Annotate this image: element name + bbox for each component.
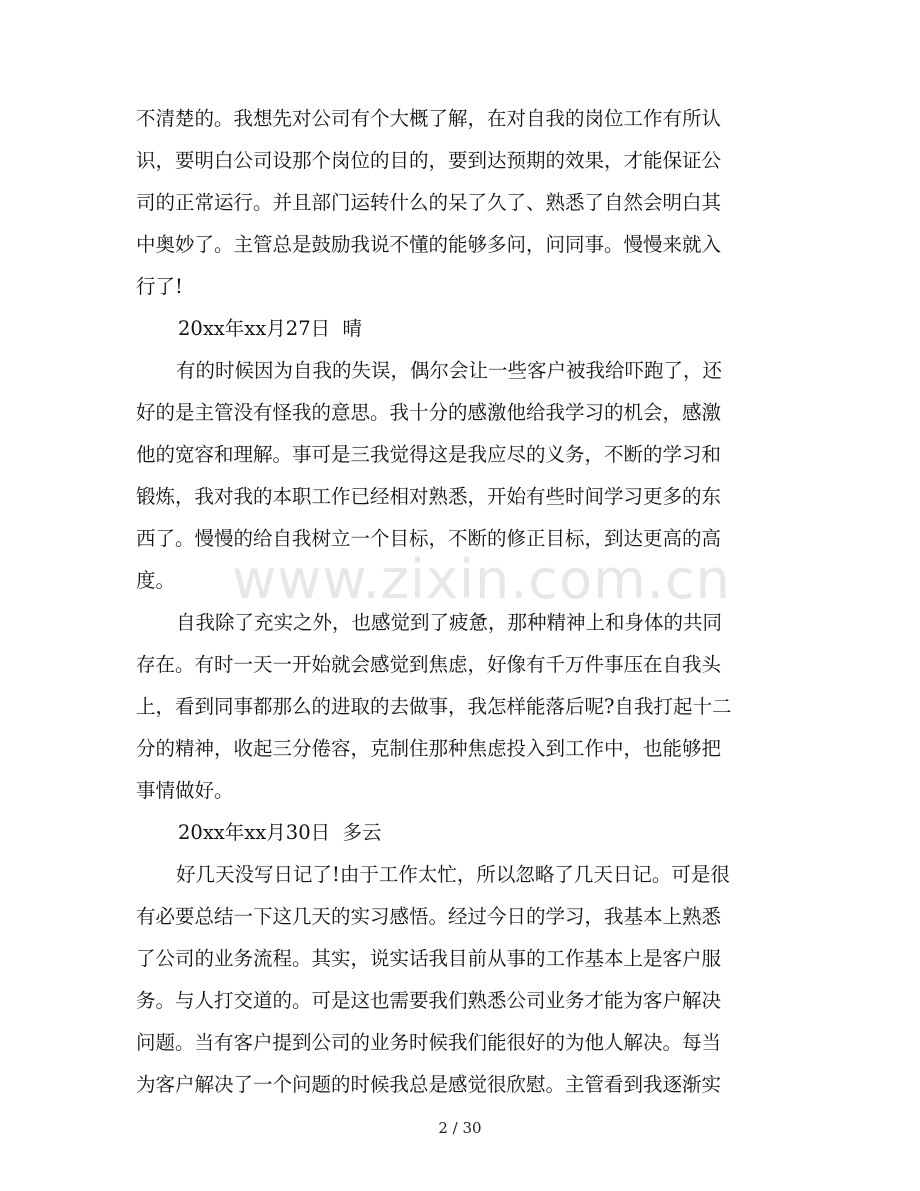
text-line: 西了。慢慢的给自我树立一个目标，不断的修正目标，到达更高的高 <box>136 527 722 550</box>
text-line: 分的精神，收起三分倦容，克制住那种焦虑投入到工作中，也能够把 <box>136 737 722 760</box>
page-number: 2 / 30 <box>438 1119 482 1137</box>
text-line: 上，看到同事都那么的进取的去做事，我怎样能落后呢?自我打起十二 <box>136 695 732 718</box>
text-line: 度。 <box>136 569 176 592</box>
text-line: 好的是主管没有怪我的意思。我十分的感激他给我学习的机会，感激 <box>136 401 722 424</box>
text-line: 问题。当有客户提到公司的业务时候我们能很好的为他人解决。每当 <box>136 1031 722 1054</box>
text-line: 锻炼，我对我的本职工作已经相对熟悉，开始有些时间学习更多的东 <box>136 485 722 508</box>
text-line: 有必要总结一下这几天的实习感悟。经过今日的学习，我基本上熟悉 <box>136 905 722 928</box>
text-line: 事情做好。 <box>136 779 234 802</box>
text-line: 为客户解决了一个问题的时候我总是感觉很欣慰。主管看到我逐渐实 <box>136 1073 722 1096</box>
text-line: 自我除了充实之外，也感觉到了疲惫，那种精神上和身体的共同 <box>176 611 723 634</box>
text-line: 有的时候因为自我的失误，偶尔会让一些客户被我给吓跑了，还 <box>176 359 723 382</box>
text-line: 他的宽容和理解。事可是三我觉得这是我应尽的义务，不断的学习和 <box>136 443 722 466</box>
text-line: 识，要明白公司设那个岗位的目的，要到达预期的效果，才能保证公 <box>136 149 722 172</box>
text-line: 行了! <box>136 275 183 298</box>
text-line: 司的正常运行。并且部门运转什么的呆了久了、熟悉了自然会明白其 <box>136 191 722 214</box>
text-line: 不清楚的。我想先对公司有个大概了解，在对自我的岗位工作有所认 <box>136 107 722 130</box>
text-line: 中奥妙了。主管总是鼓励我说不懂的能够多问，问同事。慢慢来就入 <box>136 233 722 256</box>
diary-date-heading: 20xx年xx月30日 多云 <box>178 821 382 844</box>
document-body <box>136 98 770 1106</box>
text-line: 务。与人打交道的。可是这也需要我们熟悉公司业务才能为客户解决 <box>136 989 722 1012</box>
text-line: 存在。有时一天一开始就会感觉到焦虑，好像有千万件事压在自我头 <box>136 653 722 676</box>
text-line: 好几天没写日记了!由于工作太忙，所以忽略了几天日记。可是很 <box>176 863 730 886</box>
text-line: 了公司的业务流程。其实，说实话我目前从事的工作基本上是客户服 <box>136 947 722 970</box>
watermark: www.zixin.com.cn <box>232 548 731 611</box>
diary-date-heading: 20xx年xx月27日 晴 <box>178 317 363 340</box>
